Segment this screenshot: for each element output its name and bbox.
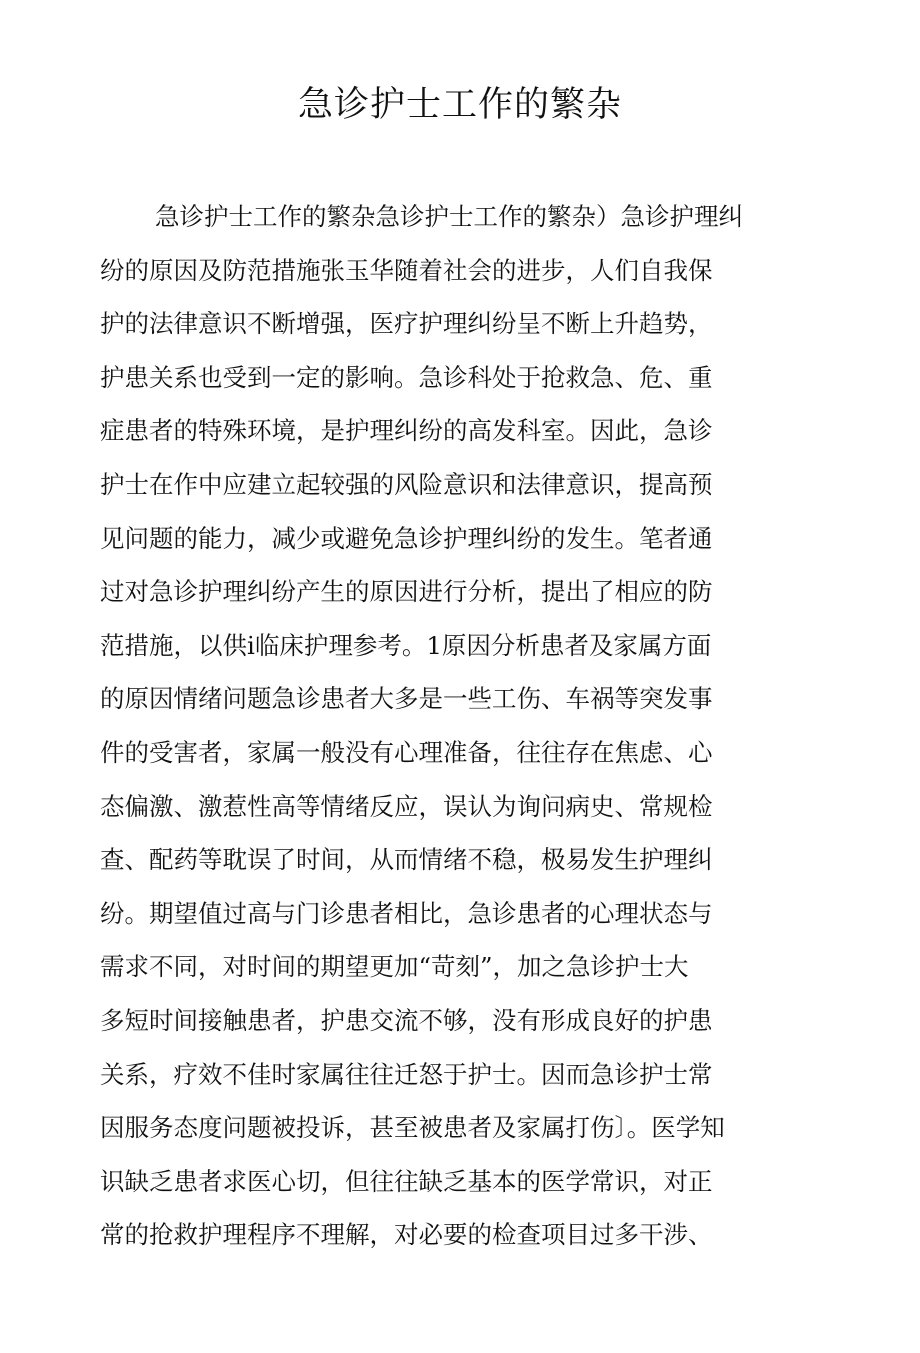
paragraph-line: 护的法律意识不断增强，医疗护理纠纷呈不断上升趋势，	[100, 309, 713, 339]
paragraph-line: 护患关系也受到一定的影响。急诊科处于抢救急、危、重	[100, 362, 713, 392]
paragraph-line: 件的受害者，家属一般没有心理准备，往往存在焦虑、心	[100, 737, 713, 767]
paragraph-line: 的原因情绪问题急诊患者大多是一些工伤、车祸等突发事	[100, 684, 713, 714]
paragraph-line: 过对急诊护理纠纷产生的原因进行分析，提出了相应的防	[100, 577, 713, 607]
paragraph-line: 症患者的特殊环境，是护理纠纷的高发科室。因此，急诊	[100, 416, 713, 446]
paragraph-line: 关系，疗效不佳时家属往往迁怒于护士。因而急诊护士常	[100, 1059, 713, 1089]
paragraph-line: 纷。期望值过高与门诊患者相比，急诊患者的心理状态与	[100, 898, 713, 928]
paragraph-line: 见问题的能力，减少或避免急诊护理纠纷的发生。笔者通	[100, 523, 713, 553]
paragraph-line: 因服务态度问题被投诉，甚至被患者及家属打伤〕。医学知	[100, 1113, 725, 1143]
document-title: 急诊护士工作的繁杂	[297, 85, 622, 125]
paragraph-line: 急诊护士工作的繁杂急诊护士工作的繁杂）急诊护理纠	[155, 202, 743, 231]
paragraph-line: 识缺乏患者求医心切，但往往缺乏基本的医学常识，对正	[100, 1166, 713, 1196]
document-body	[100, 190, 800, 1262]
paragraph-line: 多短时间接触患者，护患交流不够，没有形成良好的护患	[100, 1005, 713, 1035]
paragraph-line: 范措施，以供i临床护理参考。1原因分析患者及家属方面	[100, 630, 712, 660]
paragraph-line: 常的抢救护理程序不理解，对必要的检查项目过多干涉、	[100, 1220, 713, 1250]
paragraph-line: 纷的原因及防范措施张玉华随着社会的进步，人们自我保	[100, 255, 713, 285]
paragraph-line: 护士在作中应建立起较强的风险意识和法律意识，提高预	[100, 469, 713, 499]
paragraph-line: 态偏激、激惹性高等情绪反应，误认为询问病史、常规检	[100, 791, 713, 821]
paragraph-line: 需求不同，对时间的期望更加“苛刻”，加之急诊护士大	[100, 952, 689, 982]
paragraph-line: 查、配药等耽误了时间，从而情绪不稳，极易发生护理纠	[100, 845, 713, 875]
